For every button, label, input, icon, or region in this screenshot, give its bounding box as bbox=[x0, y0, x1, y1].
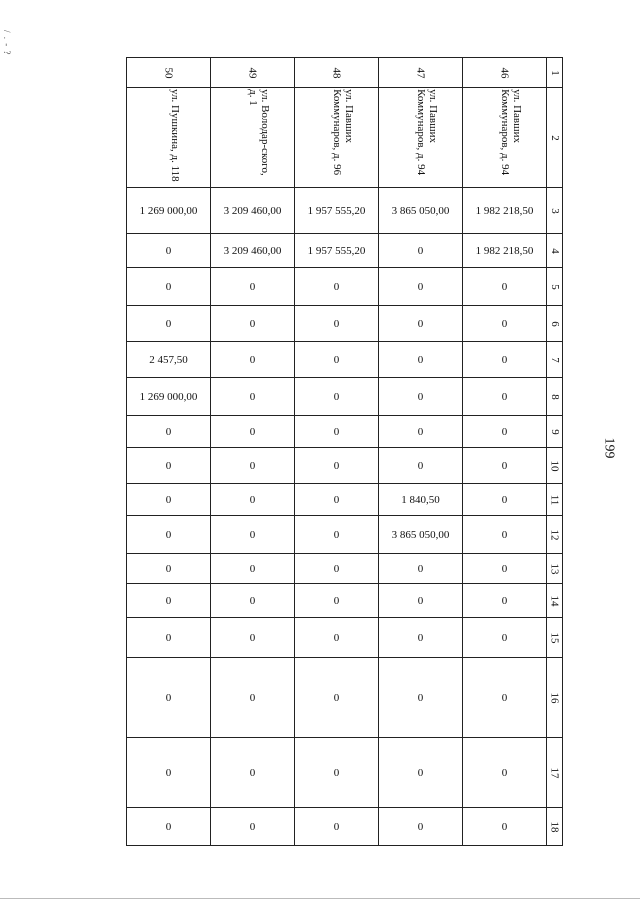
value-cell bbox=[295, 306, 379, 342]
value-text: 0 bbox=[501, 280, 508, 293]
address-cell bbox=[211, 88, 295, 188]
value-text: 0 bbox=[165, 594, 172, 607]
value-text: 0 bbox=[333, 562, 340, 575]
column-index-cell bbox=[547, 484, 563, 516]
table-row bbox=[127, 234, 563, 268]
column-index-cell bbox=[547, 416, 563, 448]
value-text: 0 bbox=[417, 280, 424, 293]
value-text: 0 bbox=[501, 820, 508, 833]
value-text: 0 bbox=[417, 425, 424, 438]
value-cell bbox=[211, 658, 295, 738]
row-number-cell bbox=[463, 58, 547, 88]
row-number: 48 bbox=[330, 67, 343, 78]
value-cell bbox=[463, 188, 547, 234]
value-cell bbox=[127, 618, 211, 658]
value-text: 0 bbox=[165, 631, 172, 644]
value-text: 0 bbox=[417, 820, 424, 833]
value-text: 0 bbox=[249, 353, 256, 366]
value-cell bbox=[379, 738, 463, 808]
column-index: 17 bbox=[548, 767, 561, 778]
value-cell bbox=[463, 618, 547, 658]
value-text: 3 865 050,00 bbox=[391, 204, 450, 217]
value-cell bbox=[295, 448, 379, 484]
value-text: 0 bbox=[249, 459, 256, 472]
value-text: 0 bbox=[249, 766, 256, 779]
value-text: 0 bbox=[333, 353, 340, 366]
value-text: 0 bbox=[501, 631, 508, 644]
value-text: 0 bbox=[249, 425, 256, 438]
value-cell bbox=[211, 306, 295, 342]
column-index-cell bbox=[547, 188, 563, 234]
column-index: 16 bbox=[548, 692, 561, 703]
value-cell bbox=[379, 188, 463, 234]
value-text: 0 bbox=[249, 390, 256, 403]
value-text: 0 bbox=[249, 820, 256, 833]
value-text: 0 bbox=[501, 594, 508, 607]
value-cell bbox=[463, 416, 547, 448]
column-index-cell bbox=[547, 808, 563, 846]
value-cell bbox=[295, 738, 379, 808]
value-text: 0 bbox=[333, 820, 340, 833]
row-number-cell bbox=[295, 58, 379, 88]
value-text: 0 bbox=[165, 459, 172, 472]
value-cell bbox=[211, 618, 295, 658]
row-number: 47 bbox=[414, 67, 427, 78]
value-cell bbox=[463, 554, 547, 584]
value-text: 0 bbox=[333, 594, 340, 607]
value-cell bbox=[211, 448, 295, 484]
value-text: 0 bbox=[417, 459, 424, 472]
value-text: 0 bbox=[417, 390, 424, 403]
value-cell bbox=[463, 378, 547, 416]
row-number-cell bbox=[127, 58, 211, 88]
value-cell bbox=[379, 378, 463, 416]
table-row bbox=[127, 618, 563, 658]
column-index: 4 bbox=[548, 247, 561, 254]
value-cell bbox=[463, 234, 547, 268]
value-text: 0 bbox=[501, 493, 508, 506]
column-index: 6 bbox=[548, 320, 561, 327]
value-text: 0 bbox=[249, 493, 256, 506]
value-cell bbox=[379, 306, 463, 342]
value-cell bbox=[295, 484, 379, 516]
row-number-cell bbox=[211, 58, 295, 88]
value-cell bbox=[379, 584, 463, 618]
value-cell bbox=[295, 268, 379, 306]
value-text: 0 bbox=[165, 493, 172, 506]
value-text: 0 bbox=[417, 594, 424, 607]
address-text: ул. Павших Коммунаров, д. 94 bbox=[415, 89, 440, 176]
value-text: 0 bbox=[501, 691, 508, 704]
column-index: 15 bbox=[548, 632, 561, 643]
row-number: 46 bbox=[498, 67, 511, 78]
value-cell bbox=[127, 416, 211, 448]
value-cell bbox=[379, 658, 463, 738]
value-text: 0 bbox=[165, 562, 172, 575]
value-cell bbox=[295, 584, 379, 618]
value-text: 0 bbox=[333, 317, 340, 330]
value-cell bbox=[127, 808, 211, 846]
value-text: 0 bbox=[501, 317, 508, 330]
value-text: 1 269 000,00 bbox=[139, 390, 198, 403]
address-cell bbox=[379, 88, 463, 188]
table-row bbox=[127, 554, 563, 584]
value-cell bbox=[127, 584, 211, 618]
value-text: 1 982 218,50 bbox=[475, 244, 534, 257]
table-row bbox=[127, 88, 563, 188]
table-row bbox=[127, 58, 563, 88]
column-index-cell bbox=[547, 584, 563, 618]
footer-line bbox=[0, 898, 640, 899]
value-cell bbox=[127, 268, 211, 306]
value-cell bbox=[211, 554, 295, 584]
column-index: 18 bbox=[548, 821, 561, 832]
value-text: 0 bbox=[501, 390, 508, 403]
value-cell bbox=[211, 416, 295, 448]
value-text: 0 bbox=[165, 317, 172, 330]
value-cell bbox=[295, 516, 379, 554]
value-cell bbox=[211, 268, 295, 306]
value-text: 0 bbox=[333, 631, 340, 644]
margin-mark: / . - ? bbox=[2, 30, 12, 56]
value-text: 0 bbox=[333, 425, 340, 438]
address-cell bbox=[127, 88, 211, 188]
address-cell bbox=[463, 88, 547, 188]
value-cell bbox=[295, 342, 379, 378]
value-text: 0 bbox=[501, 562, 508, 575]
value-text: 0 bbox=[333, 528, 340, 541]
value-cell bbox=[127, 448, 211, 484]
value-text: 3 209 460,00 bbox=[223, 244, 282, 257]
column-index-cell bbox=[547, 58, 563, 88]
value-text: 3 209 460,00 bbox=[223, 204, 282, 217]
column-index-cell bbox=[547, 88, 563, 188]
value-text: 0 bbox=[165, 528, 172, 541]
value-text: 2 457,50 bbox=[149, 353, 188, 366]
value-text: 0 bbox=[333, 459, 340, 472]
column-index-cell bbox=[547, 234, 563, 268]
column-index: 7 bbox=[548, 356, 561, 363]
value-text: 0 bbox=[333, 390, 340, 403]
column-index: 1 bbox=[548, 69, 561, 76]
column-index-cell bbox=[547, 342, 563, 378]
value-cell bbox=[463, 342, 547, 378]
value-text: 0 bbox=[249, 562, 256, 575]
column-index-cell bbox=[547, 618, 563, 658]
value-text: 0 bbox=[249, 280, 256, 293]
value-cell bbox=[463, 448, 547, 484]
column-index-cell bbox=[547, 268, 563, 306]
column-index: 13 bbox=[548, 563, 561, 574]
value-text: 0 bbox=[417, 691, 424, 704]
value-text: 1 982 218,50 bbox=[475, 204, 534, 217]
page-number: 199 bbox=[601, 437, 617, 459]
value-cell bbox=[127, 554, 211, 584]
value-cell bbox=[379, 516, 463, 554]
value-cell bbox=[295, 378, 379, 416]
column-index: 8 bbox=[548, 393, 561, 400]
value-text: 0 bbox=[165, 280, 172, 293]
value-text: 0 bbox=[165, 244, 172, 257]
value-cell bbox=[463, 516, 547, 554]
address-text: ул. Павших Коммунаров, д. 94 bbox=[499, 89, 524, 176]
column-index: 11 bbox=[548, 494, 561, 505]
value-cell bbox=[295, 188, 379, 234]
table-row bbox=[127, 188, 563, 234]
value-cell bbox=[295, 658, 379, 738]
table-row bbox=[127, 808, 563, 846]
column-index-cell bbox=[547, 378, 563, 416]
value-cell bbox=[379, 342, 463, 378]
value-cell bbox=[463, 268, 547, 306]
column-index: 10 bbox=[548, 460, 561, 471]
table-row bbox=[127, 484, 563, 516]
address-text: ул. Павших Коммунаров, д. 96 bbox=[331, 89, 356, 176]
value-cell bbox=[379, 268, 463, 306]
column-index: 9 bbox=[548, 428, 561, 435]
value-cell bbox=[295, 808, 379, 846]
value-text: 0 bbox=[417, 244, 424, 257]
data-table bbox=[126, 57, 563, 846]
column-index: 5 bbox=[548, 283, 561, 290]
value-cell bbox=[127, 516, 211, 554]
value-text: 0 bbox=[165, 691, 172, 704]
value-cell bbox=[211, 738, 295, 808]
value-text: 0 bbox=[417, 317, 424, 330]
table-row bbox=[127, 584, 563, 618]
value-text: 0 bbox=[417, 631, 424, 644]
value-text: 0 bbox=[249, 317, 256, 330]
address-text: ул. Володар-ского, д. 1 bbox=[247, 89, 272, 177]
value-cell bbox=[211, 188, 295, 234]
value-text: 0 bbox=[333, 766, 340, 779]
value-text: 0 bbox=[501, 353, 508, 366]
value-cell bbox=[379, 234, 463, 268]
column-index-cell bbox=[547, 306, 563, 342]
table-row bbox=[127, 658, 563, 738]
value-cell bbox=[127, 188, 211, 234]
value-cell bbox=[127, 658, 211, 738]
value-cell bbox=[463, 306, 547, 342]
value-text: 0 bbox=[417, 766, 424, 779]
table-row bbox=[127, 306, 563, 342]
row-number-cell bbox=[379, 58, 463, 88]
value-cell bbox=[211, 584, 295, 618]
value-text: 0 bbox=[333, 280, 340, 293]
value-text: 1 840,50 bbox=[401, 493, 440, 506]
value-cell bbox=[379, 448, 463, 484]
column-index-cell bbox=[547, 516, 563, 554]
value-text: 0 bbox=[249, 594, 256, 607]
value-text: 0 bbox=[501, 425, 508, 438]
value-text: 1 269 000,00 bbox=[139, 204, 198, 217]
value-text: 3 865 050,00 bbox=[391, 528, 450, 541]
value-cell bbox=[211, 234, 295, 268]
value-cell bbox=[295, 554, 379, 584]
row-number: 49 bbox=[246, 67, 259, 78]
value-cell bbox=[295, 234, 379, 268]
value-cell bbox=[211, 378, 295, 416]
value-text: 0 bbox=[165, 820, 172, 833]
value-text: 0 bbox=[501, 459, 508, 472]
column-index-cell bbox=[547, 448, 563, 484]
value-cell bbox=[379, 484, 463, 516]
value-text: 0 bbox=[333, 691, 340, 704]
value-cell bbox=[379, 618, 463, 658]
address-text: ул. Пушкина, д. 118 bbox=[169, 89, 182, 183]
value-text: 1 957 555,20 bbox=[307, 244, 366, 257]
value-text: 0 bbox=[249, 528, 256, 541]
row-number: 50 bbox=[162, 67, 175, 78]
value-cell bbox=[127, 234, 211, 268]
table-row bbox=[127, 342, 563, 378]
value-text: 0 bbox=[165, 425, 172, 438]
value-cell bbox=[463, 484, 547, 516]
value-cell bbox=[211, 484, 295, 516]
table-row bbox=[127, 268, 563, 306]
table-row bbox=[127, 416, 563, 448]
value-text: 1 957 555,20 bbox=[307, 204, 366, 217]
value-cell bbox=[379, 808, 463, 846]
column-index: 12 bbox=[548, 529, 561, 540]
value-text: 0 bbox=[417, 562, 424, 575]
value-cell bbox=[127, 378, 211, 416]
value-text: 0 bbox=[333, 493, 340, 506]
table-row bbox=[127, 738, 563, 808]
value-cell bbox=[211, 342, 295, 378]
value-cell bbox=[295, 416, 379, 448]
value-text: 0 bbox=[249, 691, 256, 704]
value-cell bbox=[295, 618, 379, 658]
column-index: 14 bbox=[548, 595, 561, 606]
value-cell bbox=[463, 658, 547, 738]
value-cell bbox=[379, 416, 463, 448]
column-index: 3 bbox=[548, 207, 561, 214]
value-cell bbox=[463, 808, 547, 846]
value-text: 0 bbox=[417, 353, 424, 366]
value-cell bbox=[211, 808, 295, 846]
value-cell bbox=[211, 516, 295, 554]
value-cell bbox=[463, 584, 547, 618]
value-cell bbox=[463, 738, 547, 808]
value-text: 0 bbox=[165, 766, 172, 779]
column-index-cell bbox=[547, 554, 563, 584]
address-cell bbox=[295, 88, 379, 188]
table-row bbox=[127, 448, 563, 484]
value-cell bbox=[127, 342, 211, 378]
column-index-cell bbox=[547, 658, 563, 738]
table-row bbox=[127, 378, 563, 416]
value-cell bbox=[379, 554, 463, 584]
column-index: 2 bbox=[548, 134, 561, 141]
column-index-cell bbox=[547, 738, 563, 808]
value-text: 0 bbox=[249, 631, 256, 644]
value-text: 0 bbox=[501, 766, 508, 779]
value-cell bbox=[127, 738, 211, 808]
value-text: 0 bbox=[501, 528, 508, 541]
value-cell bbox=[127, 484, 211, 516]
table-row bbox=[127, 516, 563, 554]
value-cell bbox=[127, 306, 211, 342]
